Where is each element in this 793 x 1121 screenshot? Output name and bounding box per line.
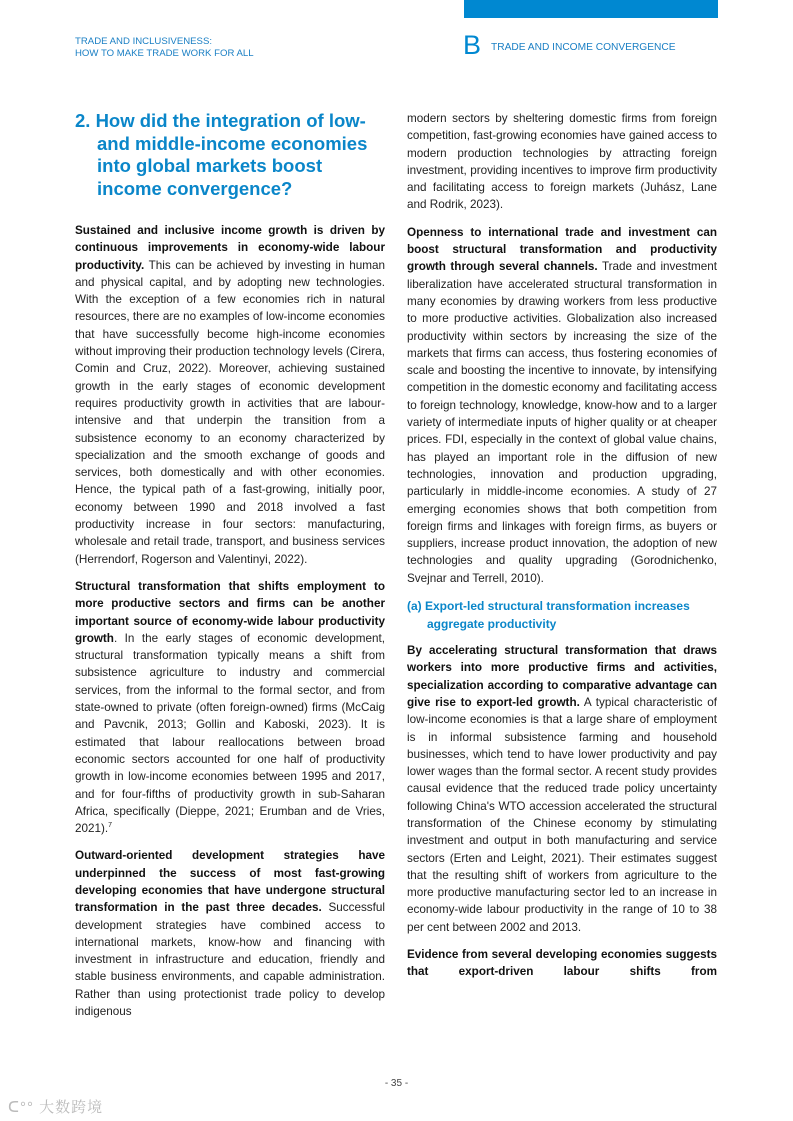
footnote-ref[interactable]: 7 <box>108 822 113 830</box>
watermark-logo: ᑕ°° 大数跨境 <box>8 1099 104 1116</box>
paragraph <box>407 642 717 936</box>
page-number: - 35 - <box>384 1078 409 1089</box>
paragraph-lead: Sustained and inclusive income growth is driven by continuous improvements in economy-wide labour productivity. <box>75 224 385 272</box>
paragraph <box>407 946 717 981</box>
subsection-heading: (a) Export-led structural transformation increases aggregate productivity <box>407 599 690 632</box>
right-column <box>407 110 717 991</box>
paragraph-body: Successful development strategies have combined access to international markets, know-how and financing with investment in infrastructure and education, friendly and stable business environments, and capable administration. Rather than using protectionist trade policy to develop indigenous <box>75 901 385 1019</box>
paragraph <box>407 110 717 214</box>
paragraph <box>75 222 385 568</box>
paragraph-lead: By accelerating structural transformation that draws workers into more productive firms and activities, specialization according to comparative advantage can give rise to export-led growth. <box>407 644 717 709</box>
paragraph <box>407 224 717 587</box>
section-heading: 2. How did the integration of low- and middle-income economies into global markets boost income convergence? <box>75 110 368 199</box>
paragraph-body: . In the early stages of economic development, structural transformation typically means a shift from subsistence agriculture to industry and commercial services, from the informal to the formal sector, and from state-owned to private (often foreign-owned) firms (McCaig and Pavcnik, 2013; Gollin and Kaboski, 2023). It is estimated that labour reallocations between broad economic sectors accounted for one half of productivity growth in low-income economies between 1995 and 2017, and for four-fifths of productivity growth in sub-Saharan Africa, specifically (Dieppe, 2021; Erumban and de Vries, 2021). <box>75 631 385 836</box>
report-title-line1: TRADE AND INCLUSIVENESS: <box>75 36 213 47</box>
paragraph-lead: Structural transformation that shifts employment to more productive sectors and firms can be another important source of economy-wide labour productivity growth <box>75 579 385 645</box>
paragraph-body: modern sectors by sheltering domestic firms from foreign competition, fast-growing economies have gained access to modern production technologies by attracting foreign investment, providing incentives to improve firm productivity and facilitating access to foreign markets (Juhász, Lane and Rodrik, 2023). <box>407 112 717 212</box>
section-letter: B <box>463 30 482 60</box>
paragraph-lead: Evidence from several developing economies suggests that export-driven labour shifts from <box>407 948 717 979</box>
paragraph-body: Trade and investment liberalization have accelerated structural transformation in many economies by drawing workers from less productive to more productive activities. Globalization also increased productivity within sectors by increasing the size of the markets that firms can access, thus fostering economies of scale and boosting the incentive to innovate, by intensifying competition in the domestic economy and facilitating access to foreign technology, knowledge, know-how and to a larger variety of intermediate inputs of higher quality or at cheaper prices. FDI, especially in the context of global value chains, has played an important role in the diffusion of new technologies, innovation and production upgrading, particularly in middle-income economies. A study of 27 emerging economies shows that both competition from foreign firms and linkages with foreign firms, as buyers or suppliers, increase product innovation, the adoption of new technologies and quality upgrading (Gorodnichenko, Svejnar and Terrell, 2010). <box>407 260 717 585</box>
left-column <box>75 110 385 1030</box>
paragraph-lead: Outward-oriented development strategies have underpinned the success of most fast-growing developing economies that have undergone structural transformation in the past three decades. <box>75 849 385 915</box>
paragraph-body: This can be achieved by investing in human and physical capital, and by adopting new technologies. With the exception of a few economies rich in natural resources, there are no examples of low-income economies that have successfully become high-income economies without improving their production technology levels (Cirera, Comin and Cruz, 2022). Moreover, achieving sustained growth in the early stages of economic development requires productivity growth in activities that are labour-intensive and that underpin the transition from a subsistence economy to an economy characterized by specialization and the smooth exchange of goods and services, both domestically and with other economies. Hence, the typical path of a fast-growing, initially poor, economy between 1990 and 2018 involved a fast productivity increase in four sectors: manufacturing, wholesale and retail trade, transport, and business services (Herrendorf, Rogerson and Valentinyi, 2022). <box>75 258 385 566</box>
paragraph <box>75 847 385 1020</box>
paragraph-lead: Openness to international trade and investment can boost structural transformation and productivity growth through several channels. <box>407 225 717 274</box>
section-title: TRADE AND INCOME CONVERGENCE <box>491 42 676 53</box>
report-title-line2: HOW TO MAKE TRADE WORK FOR ALL <box>75 48 254 59</box>
report-title <box>75 36 254 60</box>
header-accent-bar <box>464 0 718 18</box>
watermark-text: 大数跨境 <box>39 1099 104 1116</box>
paragraph-body: A typical characteristic of low-income economies is that a large share of employment is in informal subsistence farming and household businesses, which tend to have lower productivity and pay lower wages than the formal sector. A recent study provides causal evidence that the reduced trade policy uncertainty following China's WTO accession accelerated the structural transformation of the Chinese economy by stimulating investment and output in both manufacturing and service sectors (Erten and Leight, 2021). Their estimates suggest that the resulting shift of workers from agriculture to the more productive manufacturing sector led to an increase in economy-wide labour productivity in the range of 10 to 38 per cent between 2002 and 2013. <box>407 695 717 934</box>
paragraph <box>75 578 385 837</box>
